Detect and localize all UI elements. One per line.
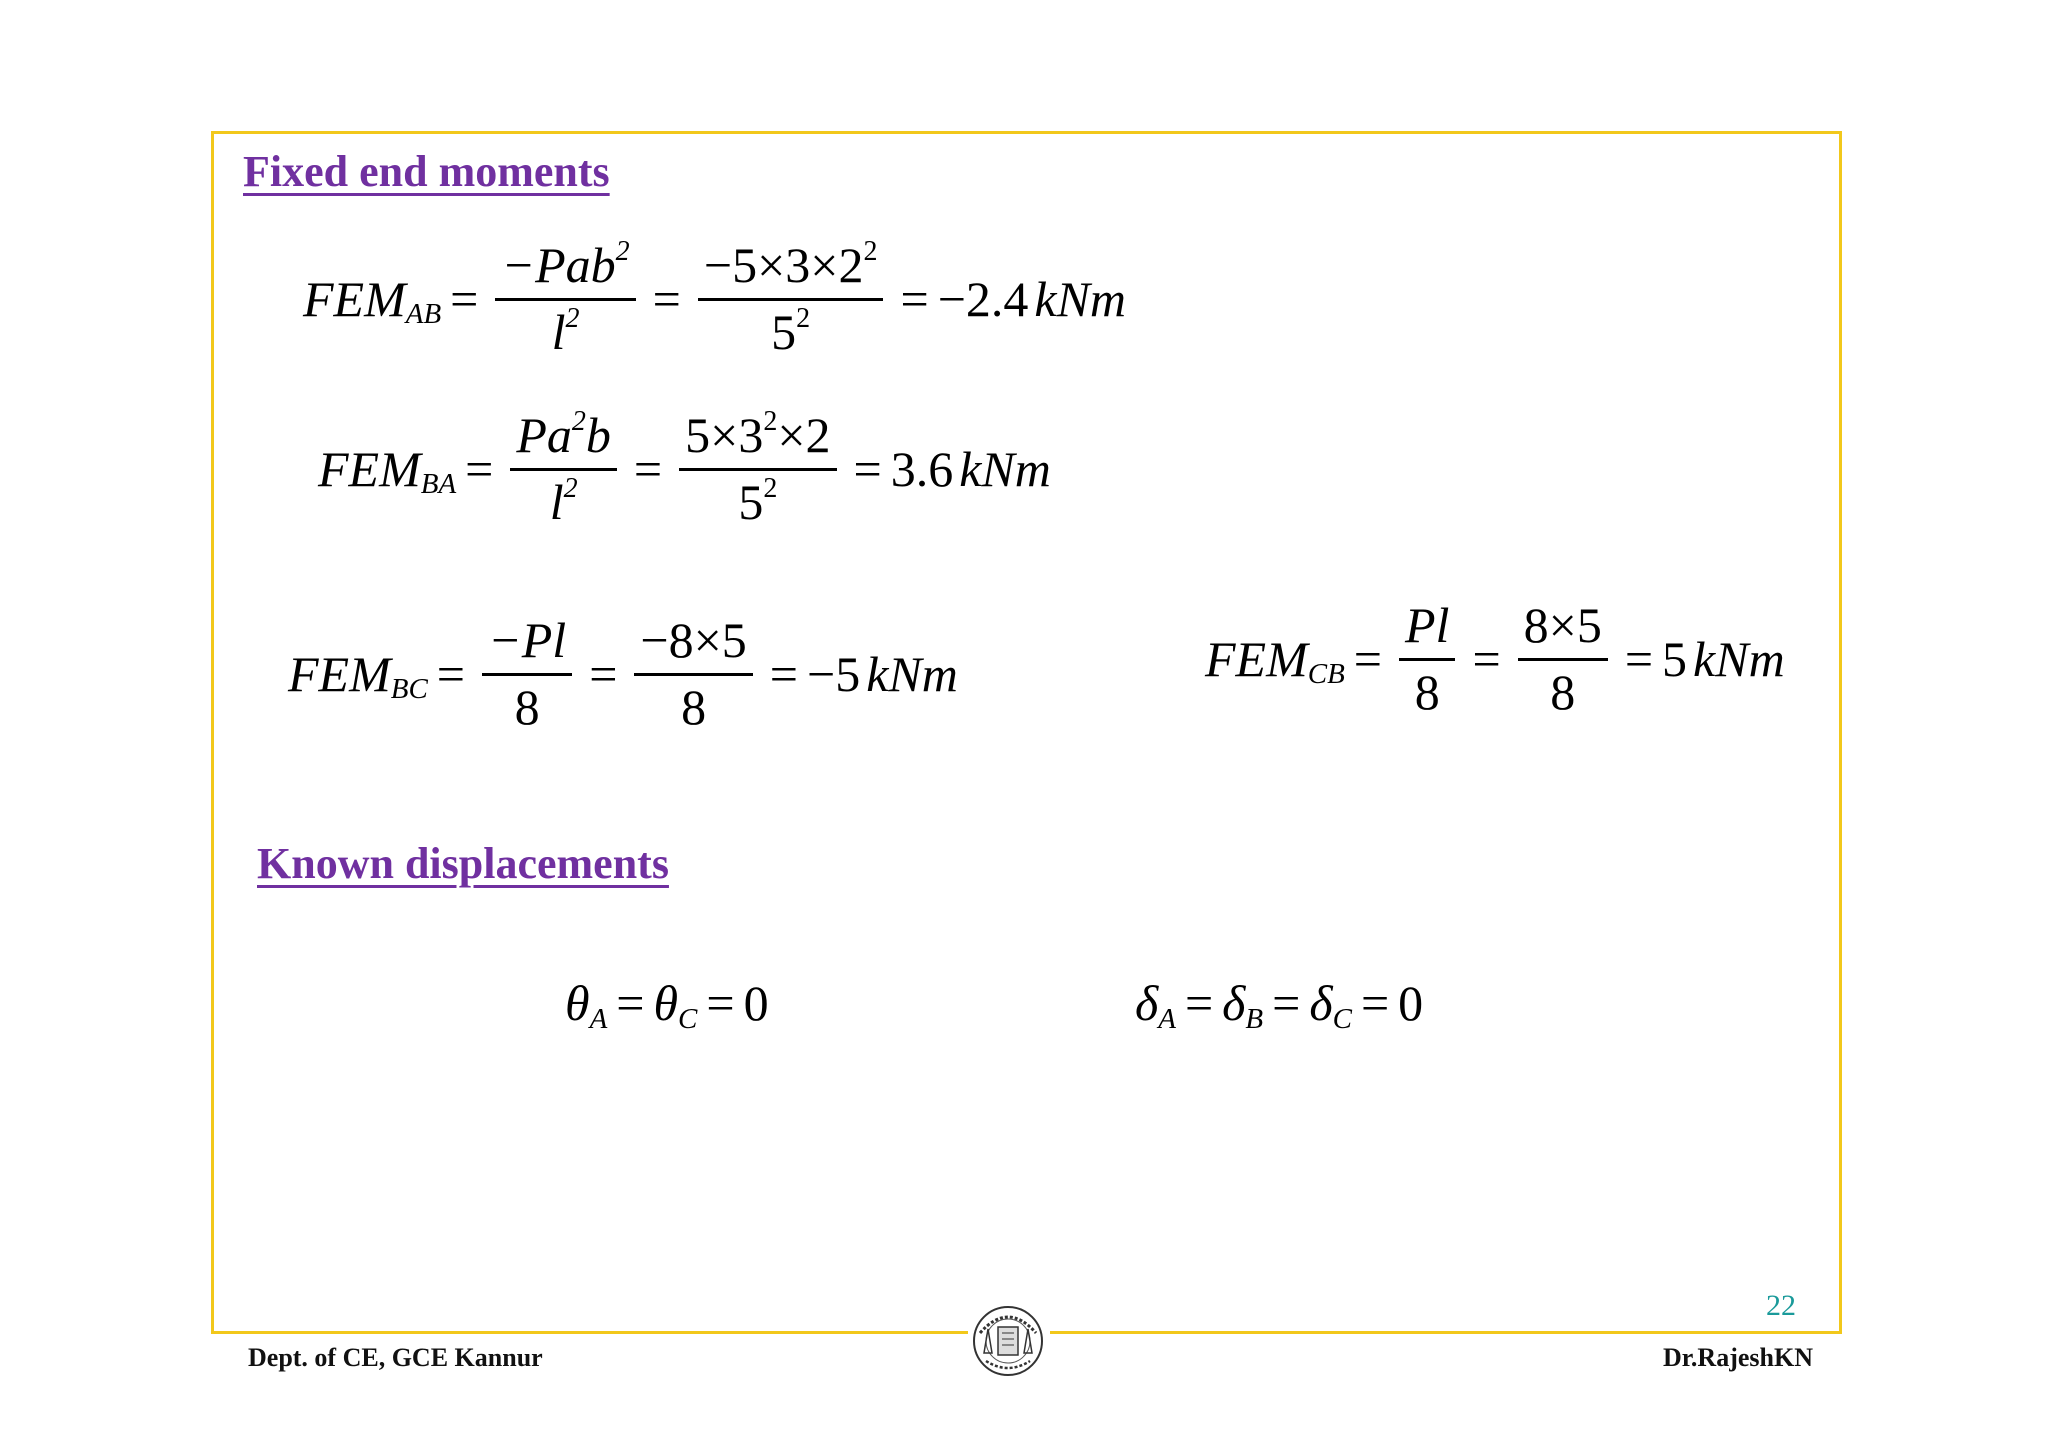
- frame-bottom-left: [211, 1331, 968, 1334]
- footer-author: Dr.RajeshKN: [1663, 1343, 1813, 1372]
- heading-known-displacements: Known displacements: [257, 839, 669, 888]
- heading-fixed-end-moments: Fixed end moments: [243, 147, 610, 196]
- equation-fem-cb: FEM CB = $\frac{Pl}{8}$ = $\frac{8\times 5}{8}$ = 5 kNm: [1205, 597, 1785, 720]
- page-number: 22: [1766, 1289, 1796, 1322]
- equation-delta: δ A = δ B = δ C = 0: [1135, 975, 1424, 1035]
- college-seal-logo: [970, 1303, 1046, 1379]
- equation-fem-ab: FEM AB = $\frac{-Pab^2}{l^2}$ = $\frac{-5\times 3\times 2^2}{5^2}$ = −2.4 kNm: [303, 236, 1127, 360]
- equation-theta: θ A = θ C = 0: [565, 975, 769, 1035]
- footer-department: Dept. of CE, GCE Kannur: [248, 1343, 543, 1372]
- equation-fem-ba: FEM BA = $\frac{Pa^2b}{l^2}$ = $\frac{5\times 3^2\times 2}{5^2}$ = 3.6 kNm: [318, 406, 1051, 530]
- equation-fem-bc: FEM BC = $\frac{-Pl}{8}$ = $\frac{-8\times 5}{8}$ = −5 kNm: [288, 612, 958, 735]
- frame-bottom-right: [1050, 1331, 1842, 1334]
